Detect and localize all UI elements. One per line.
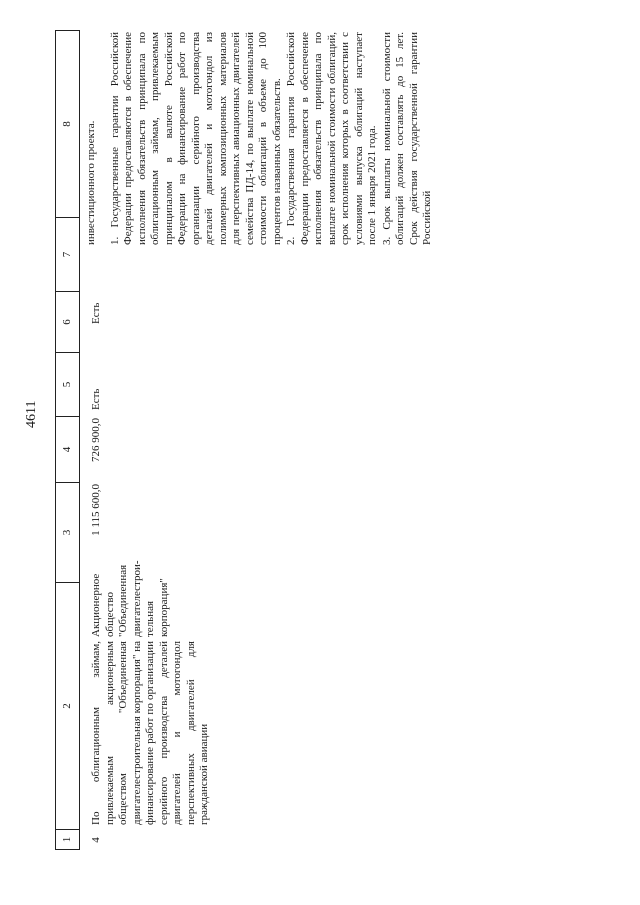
col8-item-2: 2. Государственная гарантия Российской Федерации предоставляется в обеспечение исполнения обязательств принципала по выплате номинальной стоимости облигаций, срок исполнения которых в соответствии с условиями выпуска облигаций наступает после 1 января 2021 года.	[285, 32, 378, 245]
row-col6: Есть	[90, 388, 102, 410]
header-col-4: 4	[56, 416, 79, 482]
header-col-1: 1	[56, 829, 79, 849]
row-principal: Акционерное общество "Объединенная двигателестрои-тельная корпорация"	[90, 560, 170, 637]
header-col-5: 5	[56, 352, 79, 416]
header-col-8: 8	[61, 121, 73, 127]
row-amount-col5: 726 900,0	[90, 418, 102, 462]
header-col-7: 7	[56, 217, 79, 291]
row-description: По облигационным займам, привлекаемым акционерным обществом "Объединенная двигателестроительная корпорация" на финансирование работ по организации серийного производства деталей двигателей и мотогондол перспективных двигателей для гражданской авиации	[90, 640, 210, 825]
row-col7: Есть	[90, 302, 102, 324]
page-number: 4611	[24, 400, 39, 428]
col8-intro: инвестиционного проекта.	[85, 120, 97, 245]
row-number: 4	[90, 837, 102, 843]
row-col8	[85, 32, 435, 245]
col8-item-3: 3. Срок выплаты номинальной стоимости облигаций должен составлять до 15 лет. Срок действия государственной гарантии Российской	[380, 32, 433, 245]
header-col-2: 2	[56, 582, 79, 829]
header-col-6: 6	[56, 291, 79, 352]
header-col-3: 3	[56, 482, 79, 582]
table-header-row	[55, 30, 80, 850]
col8-item-1: 1. Государственные гарантии Российской Федерации предоставляются в обеспечение исполнения обязательств принципала по облигационным займам, привлекаемым принципалом в валюте Российской Федерации на финансирование работ по организации серийного производства деталей двигателей и мотогондол из полимерных композиционных материалов для перспективных авиационных двигателей семейства ПД-14, по выплате номинальной стоимости облигаций в объеме до 100 процентов названных обязательств.	[108, 32, 283, 245]
row-amount-col4: 1 115 600,0	[90, 484, 102, 536]
rotated-table	[55, 30, 585, 850]
